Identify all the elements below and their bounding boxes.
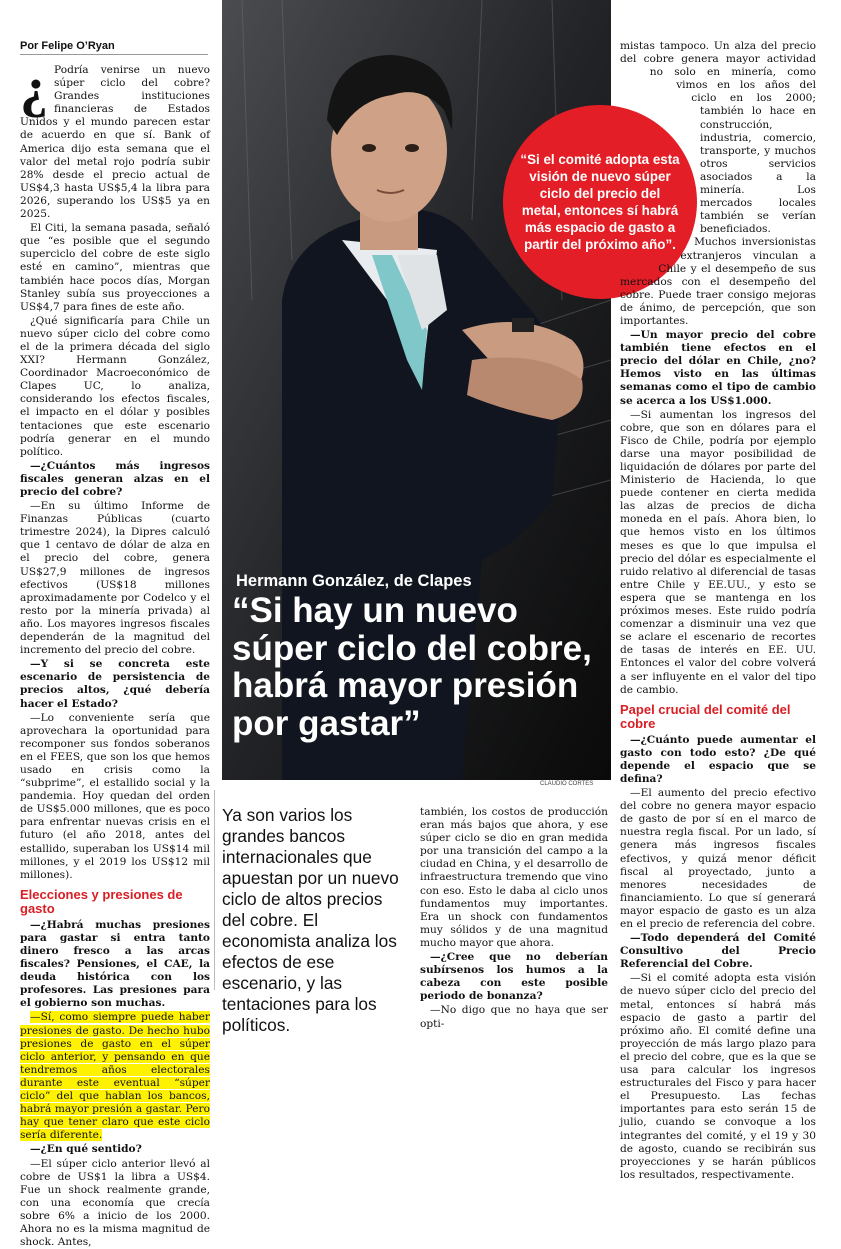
question: —Un mayor precio del cobre también tiene efectos en el precio del dólar en Chile, ¿no? Hemos visto en las últimas semanas como el tipo de cambio se acerca a los US$1.000.: [620, 329, 816, 408]
answer: —No digo que no haya que ser opti-: [420, 1004, 608, 1030]
column-left: [20, 64, 210, 990]
answer: también, los costos de producción eran más bajos que ahora, y ese súper ciclo se dio en gran medida por una transición del campo a la ciudad en China, y el desarrollo de infraestructura tremendo que vino con eso. Esto le daba al ciclo unos fundamentos muy importantes. Era un shock con fundamentos muy sólidos y de una magnitud mucho mayor que ahora.: [420, 806, 608, 950]
highlight: —Sí, como siempre puede haber presiones de gasto. De hecho hubo presiones de gasto en el súper ciclo anterior, y pensando en que tendremos años electorales durante este eventual “súper ciclo” del que hablan los bancos, habrá mayor presión a gastar. Pero hay que tener claro que este ciclo sería diferente.: [20, 1011, 210, 1141]
byline: Por Felipe O’Ryan: [20, 40, 115, 52]
photo-credit: CLAUDIO CORTES: [540, 781, 593, 787]
question: —¿Cree que no deberían subírsenos los humos a la cabeza con este posible periodo de bonanza?: [420, 951, 608, 1003]
paragraph: Podría venirse un nuevo súper ciclo del cobre? Grandes instituciones financieras de Estados Unidos y el mundo parecen estar de acuerdo en que sí. Bank of America dijo esta semana que el valor del metal rojo podría subir 28% desde el precio actual de US$4,3 hasta US$5,4 la libra para 2026, superando los US$5 ya en 2025.: [20, 64, 210, 221]
answer: —En su último Informe de Finanzas Públicas (cuarto trimestre 2024), la Dipres calculó que 1 centavo de dólar de alza en el precio del cobre, genera US$27,9 millones de ingresos efectivos (US$18 millones aproximadamente por Codelco y el resto por la minería privada) al año. Los mayores ingresos fiscales dependerán de la magnitud del incremento del precio del cobre.: [20, 500, 210, 657]
column-middle: [420, 806, 608, 991]
drop-cap: ¿: [20, 66, 48, 110]
section-subhead: Elecciones y presiones de gasto: [20, 888, 210, 916]
lede: Ya son varios los grandes bancos internacionales que apuestan por un nuevo ciclo de altos precios del cobre. El economista analiza los efectos de ese escenario, y las tentaciones para los políticos.: [222, 805, 410, 1036]
column-divider: [214, 790, 215, 990]
kicker: Hermann González, de Clapes: [236, 572, 472, 591]
section-subhead: Papel crucial del comité del cobre: [620, 703, 816, 731]
question: —Todo dependerá del Comité Consultivo del Precio Referencial del Cobre.: [620, 932, 816, 971]
question: —¿En qué sentido?: [20, 1143, 210, 1156]
byline-rule: [20, 54, 208, 55]
paragraph: El Citi, la semana pasada, señaló que “es posible que el segundo superciclo del cobre de este siglo esté en camino”, mientras que también hace pocos días, Morgan Stanley subía sus proyecciones a US$4,7 para fines de este año.: [20, 222, 210, 314]
question: —¿Cuántos más ingresos fiscales generan alzas en el precio del cobre?: [20, 460, 210, 499]
column-right: [620, 40, 816, 990]
headline: “Si hay un nuevo súper ciclo del cobre, habrá mayor presión por gastar”: [232, 592, 602, 742]
question: —¿Cuánto puede aumentar el gasto con todo esto? ¿De qué depende el espacio que se defina?: [620, 734, 816, 786]
answer: mistas tampoco. Un alza del precio del cobre genera mayor actividad no solo en minería, como vimos en los años del ciclo en los 2000; también lo hace en construcción, industria, comercio, transporte, y muchos otros servicios asociados a la minería. Los mercados locales también se verían beneficiados. Muchos inversionistas extranjeros vinculan a Chile y el desempeño de sus mercados con el desempeño del cobre. Puede traer consigo mejoras de ánimo, de percepción, que son importantes.: [620, 40, 816, 328]
answer: —El aumento del precio efectivo del cobre no genera mayor espacio de gasto de por sí en el marco de nuestra regla fiscal. Por un lado, sí genera más ingresos fiscales efectivos, y quizá menor déficit fiscal al proyectado, junto a menores necesidades de financiamiento. Lo que sí generará mayor espacio de gasto es un alza en el precio de referencia del cobre.: [620, 787, 816, 931]
answer-highlighted: [20, 1011, 210, 1142]
question: —¿Habrá muchas presiones para gastar si entra tanto dinero fresco a las arcas fiscales? Pensiones, el CAE, la deuda histórica con los profesores. Las presiones para el gobierno son muchas.: [20, 919, 210, 1011]
answer: —El súper ciclo anterior llevó al cobre de US$1 la libra a US$4. Fue un shock realmente grande, con una economía que crecía sobre 6% a inicio de los 2000. Ahora no es la misma magnitud de shock. Antes,: [20, 1158, 210, 1249]
answer: —Si aumentan los ingresos del cobre, que son en dólares para el Fisco de Chile, podría por ejemplo darse una mayor posibilidad de liquidación de dólares por parte del Ministerio de Hacienda, lo que puede contener en cierta medida las alzas de precios de dicha moneda en el país. Ahora bien, lo que hemos visto en los últimos meses es que lo que impulsa el precio del dólar es especialmente el ruido relativo al diferencial de tasas entre Chile y EE.UU., y esto se espera que se mantenga en los próximos meses. Este ruido podría comenzar a disminuir una vez que se aclare el escenario de recortes de tasas de interés en EE. UU. Entonces el valor del cobre volverá a ser influyente en el valor del tipo de cambio.: [620, 409, 816, 697]
pull-quote: “Si el comité adopta esta visión de nuevo súper ciclo del precio del metal, entonces sí habrá más espacio de gasto a partir del próximo año”.: [519, 151, 681, 253]
question: —Y si se concreta este escenario de persistencia de precios altos, ¿qué debería hacer el Estado?: [20, 658, 210, 710]
answer: —Lo conveniente sería que aprovechara la oportunidad para recomponer sus fondos soberanos en el FEES, que son los que hemos usado en crisis como la “subprime”, el estallido social y la pandemia. Hoy quedan del orden de US$5.000 millones, que es poco para enfrentar nuevas crisis en el futuro (el año 2018, antes del estallido, superaban los US$14 mil millones, y el 2019 los US$12 mil millones).: [20, 712, 210, 882]
paragraph: ¿Qué significaría para Chile un nuevo súper ciclo del cobre como el de la primera década del siglo XXI? Hermann González, Coordinador Macroeconómico de Clapes UC, lo analiza, considerando los efectos fiscales, el impacto en el dólar y posibles tentaciones que este escenario podría generar en el mundo político.: [20, 315, 210, 459]
answer: —Si el comité adopta esta visión de nuevo súper ciclo del precio del metal, entonces sí habrá más espacio de gasto a partir del próximo año. El comité define una proyección de más largo plazo para el precio del cobre, que es la que se usa para calcular los ingresos estructurales del Fisco y para hacer el Presupuesto. Las fechas importantes para esto serán 15 de julio, cuando se convoque a los integrantes del comité, y el 19 y 30 de agosto, cuando se recibirán sus proyecciones y se harán públicos los resultados, respectivamente.: [620, 972, 816, 1182]
